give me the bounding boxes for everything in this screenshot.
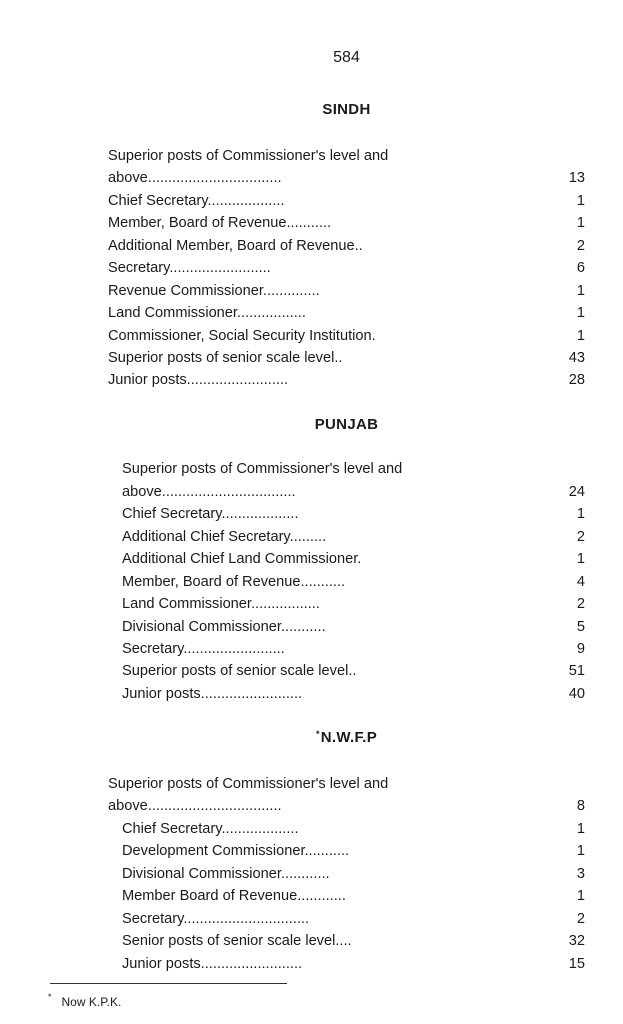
entry-label: Secretary......................... [108,260,271,276]
entry-value: 1 [576,328,585,344]
entry-value: 1 [576,506,585,522]
entry-label: Revenue Commissioner.............. [108,283,320,299]
footnote-marker: * [315,729,320,739]
entry-value: 28 [568,372,585,388]
footnote-mark: * [48,992,52,1002]
entry-value: 2 [576,596,585,612]
entry-label: Superior posts of senior scale level.. [108,350,343,366]
entry-label: above................................. [108,798,282,814]
entry-value: 1 [576,283,585,299]
entry-label: Land Commissioner................. [108,305,306,321]
entry-value: 24 [568,484,585,500]
entry-label: Additional Member, Board of Revenue.. [108,238,363,254]
entry-value: 15 [568,956,585,972]
entry-value: 3 [576,866,585,882]
section-heading-nwfp: *N.W.F.P [315,729,378,746]
entry-value: 8 [576,798,585,814]
section-heading-sindh: SINDH [322,101,371,118]
entry-label: Member, Board of Revenue........... [108,215,332,231]
entry-value: 40 [568,686,585,702]
entry-value: 1 [576,551,585,567]
entry-label: Member, Board of Revenue........... [122,574,346,590]
entry-value: 2 [576,529,585,545]
entry-value: 1 [576,821,585,837]
entry-label: above................................. [122,484,296,500]
entry-label: Divisional Commissioner........... [122,619,326,635]
footnote [48,992,121,1009]
entry-label: Divisional Commissioner............ [122,866,330,882]
entry-value: 2 [576,238,585,254]
footnote-text: Now K.P.K. [61,995,122,1009]
entry-label: Additional Chief Land Commissioner. [122,551,362,567]
entry-label: Senior posts of senior scale level.... [122,933,352,949]
entry-value: 1 [576,215,585,231]
entry-value: 32 [568,933,585,949]
entry-label: Chief Secretary................... [122,506,299,522]
entry-value: 9 [576,641,585,657]
entry-label: Member Board of Revenue............ [122,888,346,904]
entry-label: Junior posts......................... [122,686,303,702]
section-heading-punjab: PUNJAB [314,416,379,433]
entry-value: 1 [576,843,585,859]
entry-label: Junior posts......................... [108,372,289,388]
entry-value: 13 [568,170,585,186]
entry-label: Additional Chief Secretary......... [122,529,327,545]
entry-label: Commissioner, Social Security Institution. [108,328,376,344]
entry-label: Secretary......................... [122,641,285,657]
entry-value: 6 [576,260,585,276]
entry-value: 1 [576,888,585,904]
entry-value: 43 [568,350,585,366]
entry-label: Land Commissioner................. [122,596,320,612]
entry-value: 1 [576,305,585,321]
entry-label: Secretary............................... [122,911,310,927]
entry-label: Superior posts of senior scale level.. [122,663,357,679]
entry-label: Junior posts......................... [122,956,303,972]
entry-value: 51 [568,663,585,679]
entry-value: 5 [576,619,585,635]
entry-label: Chief Secretary................... [122,821,299,837]
entry-value: 1 [576,193,585,209]
entry-value: 2 [576,911,585,927]
footnote-separator [50,983,287,984]
entry-value: 4 [576,574,585,590]
entry-label: Development Commissioner........... [122,843,350,859]
entry-label: Chief Secretary................... [108,193,285,209]
page-number: 584 [333,49,360,66]
entry-label: above................................. [108,170,282,186]
